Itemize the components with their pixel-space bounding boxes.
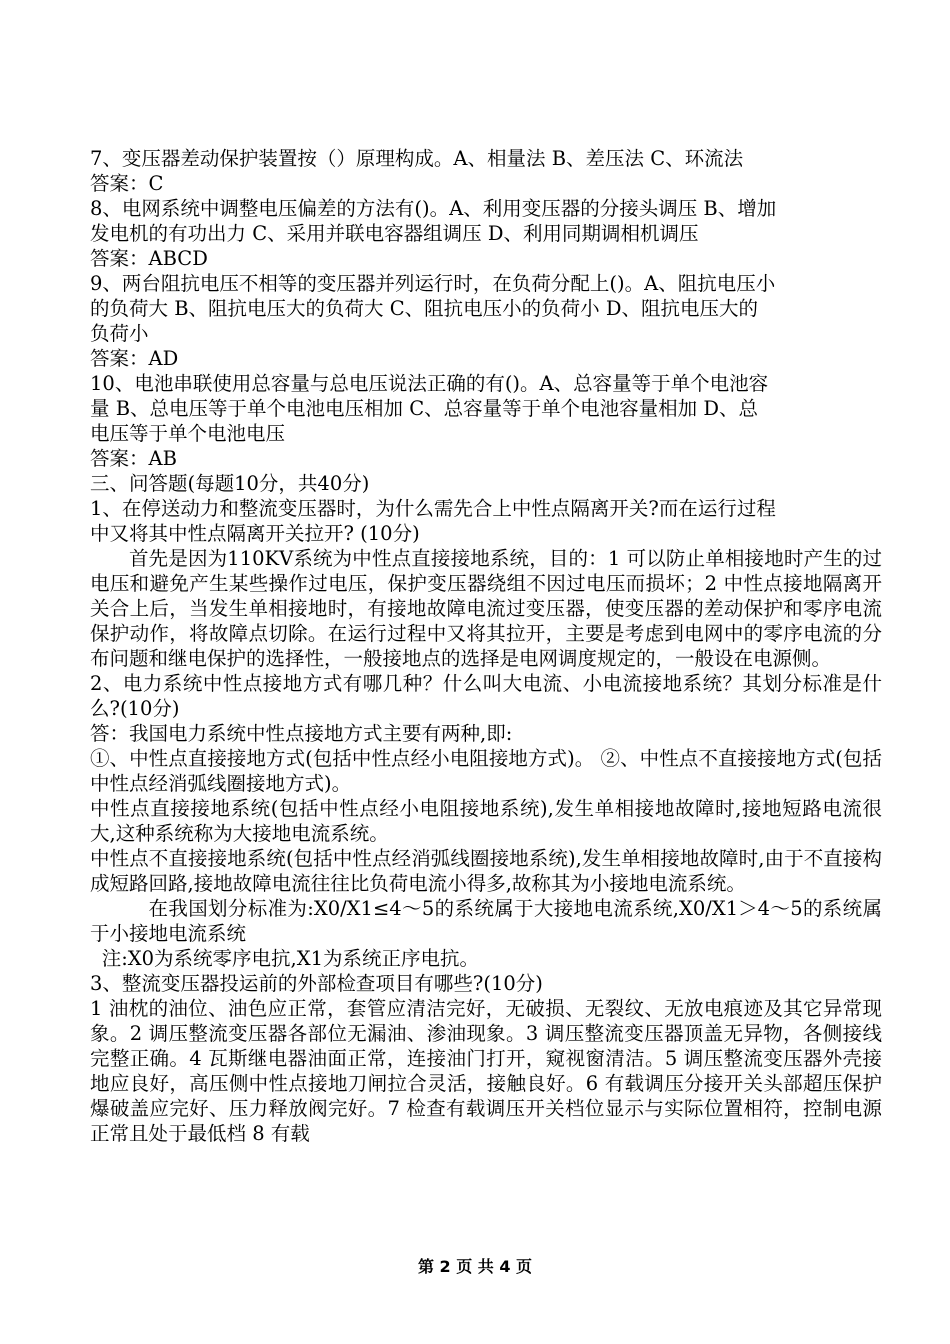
essay-answer-2-small-current: 中性点不直接接地系统(包括中性点经消弧线圈接地系统),发生单相接地故障时,由于不直接构成短路回路,接地故障电流往往比负荷电流小得多,故称其为小接地电流系统。 <box>90 847 882 895</box>
answer-9: 答案：AD <box>90 347 179 370</box>
answer-10: 答案：AB <box>90 447 177 470</box>
essay-answer-2-large-current: 中性点直接接地系统(包括中性点经小电阻接地系统),发生单相接地故障时,接地短路电流很大,这种系统称为大接地电流系统。 <box>90 797 882 845</box>
answer-8: 答案：ABCD <box>90 247 208 270</box>
question-9-line-3: 负荷小 <box>90 322 149 345</box>
essay-answer-1: 首先是因为110KV系统为中性点直接接地系统，目的：1 可以防止单相接地时产生的过电压和避免产生某些操作过电压，保护变压器绕组不因过电压而损坏；2 中性点接地隔离开关合上后，当发生单相接地时，有接地故障电流过变压器，使变压器的差动保护和零序电流保护动作，将故障点切除。在运行过程中又将其拉开，主要是考虑到电网中的零序电流的分布问题和继电保护的选择性，一般接地点的选择是电网调度规定的，一般设在电源侧。 <box>90 547 882 670</box>
essay-question-1-line-1: 1、在停送动力和整流变压器时，为什么需先合上中性点隔离开关?而在运行过程 <box>90 497 776 520</box>
question-10-line-1: 10、电池串联使用总容量与总电压说法正确的有()。A、总容量等于单个电池容 <box>90 372 769 395</box>
essay-answer-2-types: ①、中性点直接接地方式(包括中性点经小电阻接地方式)。 ②、中性点不直接接地方式(包括中性点经消弧线圈接地方式)。 <box>90 747 882 795</box>
question-10-line-2: 量 B、总电压等于单个电池电压相加 C、总容量等于单个电池容量相加 D、总 <box>90 397 758 420</box>
document-body <box>90 146 882 1146</box>
essay-question-1-line-2: 中又将其中性点隔离开关拉开? (10分) <box>90 522 420 545</box>
essay-question-2: 2、电力系统中性点接地方式有哪几种？什么叫大电流、小电流接地系统？其划分标准是什么?(10分) <box>90 672 882 720</box>
essay-question-3: 3、整流变压器投运前的外部检查项目有哪些?(10分) <box>90 972 543 995</box>
essay-answer-2-note: 注:X0为系统零序电抗,X1为系统正序电抗。 <box>101 947 480 970</box>
essay-answer-2-intro: 答：我国电力系统中性点接地方式主要有两种,即: <box>90 722 513 745</box>
question-9-line-2: 的负荷大 B、阻抗电压大的负荷大 C、阻抗电压小的负荷小 D、阻抗电压大的 <box>90 297 758 320</box>
essay-answer-2-standard: 在我国划分标准为:X0/X1≤4～5的系统属于大接地电流系统,X0/X1＞4～5的系统属于小接地电流系统 <box>90 897 882 945</box>
question-7: 7、变压器差动保护装置按（）原理构成。A、相量法 B、差压法 C、环流法 <box>90 147 744 170</box>
page-number-footer: 第 2 页 共 4 页 <box>417 1257 533 1276</box>
question-10-line-3: 电压等于单个电池电压 <box>90 422 286 445</box>
answer-7: 答案：C <box>90 172 164 195</box>
essay-answer-3: 1 油枕的油位、油色应正常，套管应清洁完好，无破损、无裂纹、无放电痕迹及其它异常现象。2 调压整流变压器各部位无漏油、渗油现象。3 调压整流变压器顶盖无异物，各侧接线完整正确。4 瓦斯继电器油面正常，连接油门打开，窥视窗清洁。5 调压整流变压器外壳接地应良好，高压侧中性点接地刀闸拉合灵活，接触良好。6 有载调压分接开关头部超压保护爆破盖应完好、压力释放阀完好。7 检查有载调压开关档位显示与实际位置相符，控制电源正常且处于最低档 8 有载 <box>90 997 882 1145</box>
question-9-line-1: 9、两台阻抗电压不相等的变压器并列运行时，在负荷分配上()。A、阻抗电压小 <box>90 272 776 295</box>
question-8-line-2: 发电机的有功出力 C、采用并联电容器组调压 D、利用同期调相机调压 <box>90 222 699 245</box>
question-8-line-1: 8、电网系统中调整电压偏差的方法有()。A、利用变压器的分接头调压 B、增加 <box>90 197 777 220</box>
section-heading: 三、问答题(每题10分，共40分) <box>90 472 370 495</box>
